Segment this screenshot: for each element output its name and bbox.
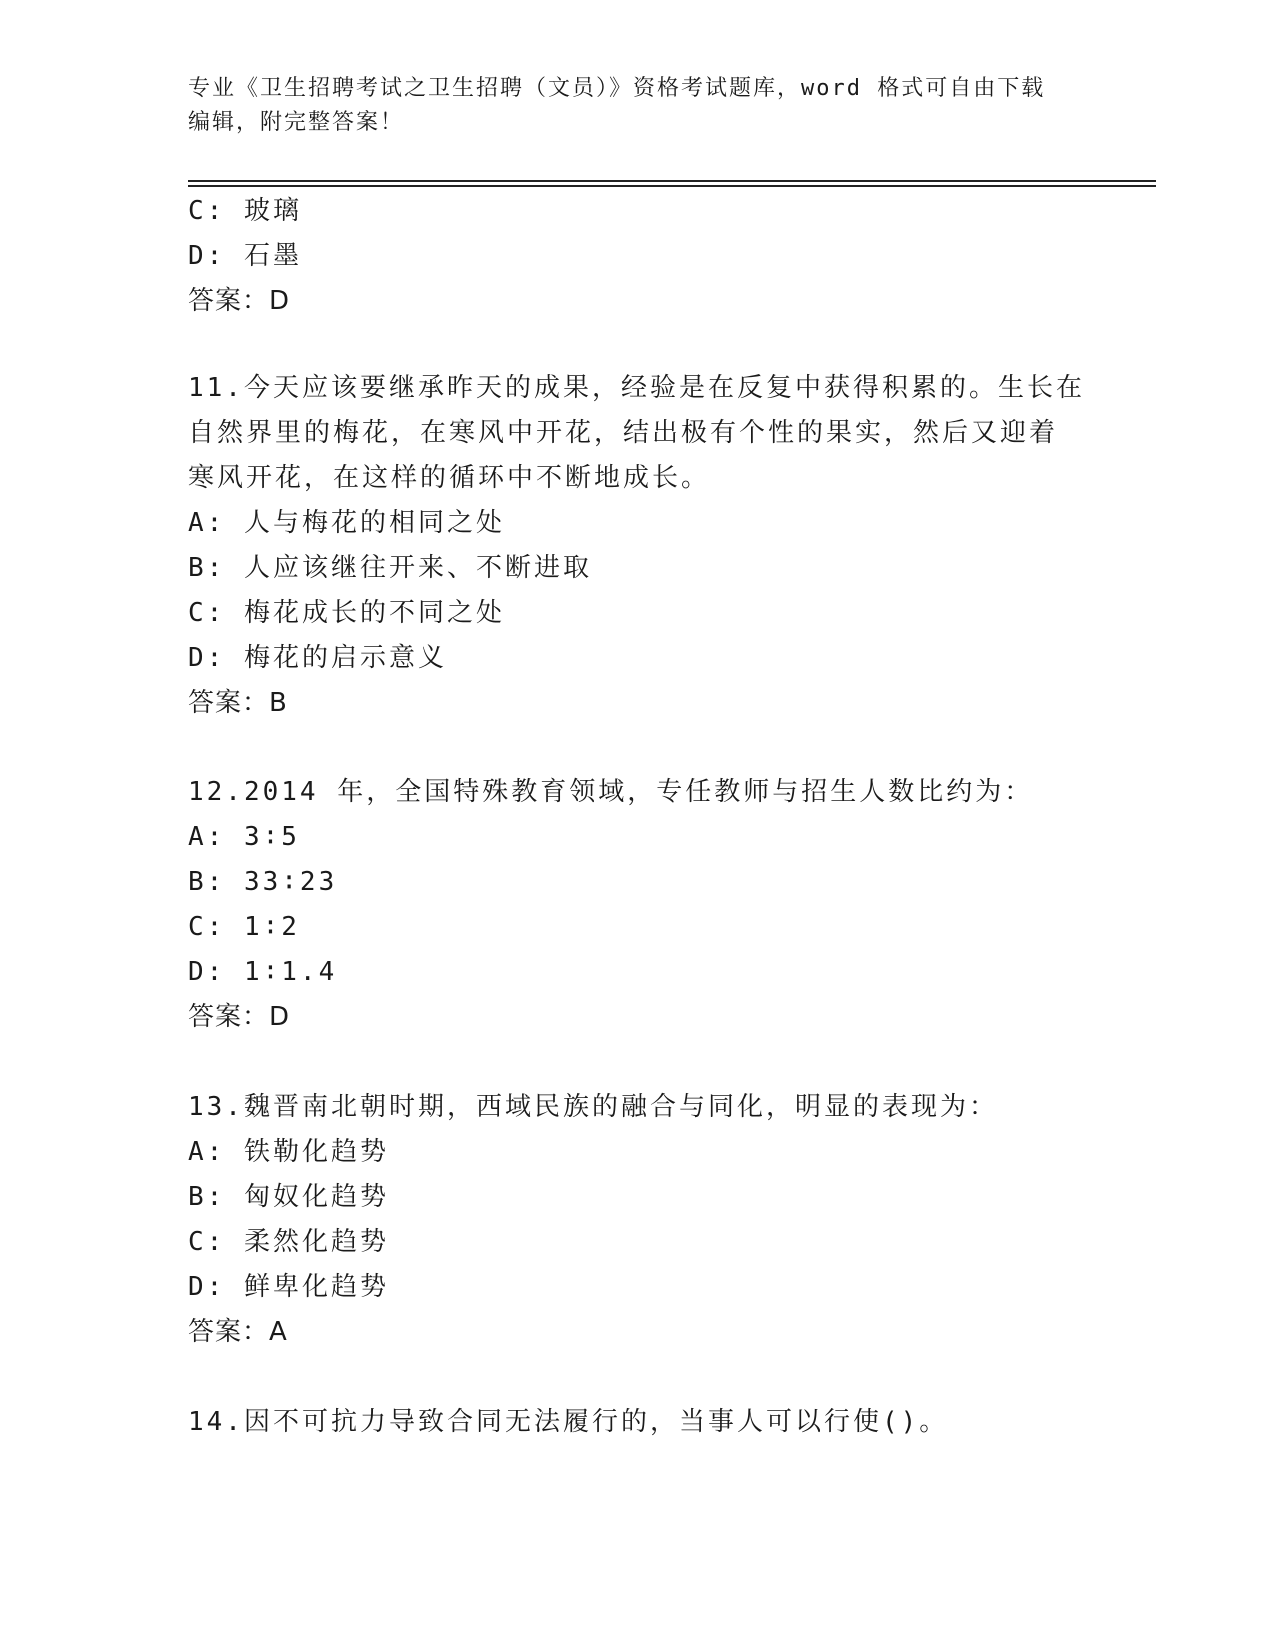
q10-option-c: C: 玻璃	[188, 196, 302, 226]
q13-option-d: D: 鲜卑化趋势	[188, 1272, 389, 1302]
q12-answer: 答案：D	[188, 1002, 291, 1032]
q10-answer: 答案：D	[188, 286, 291, 316]
q13-option-b: B: 匈奴化趋势	[188, 1182, 389, 1212]
q10-option-d: D: 石墨	[188, 241, 302, 271]
q13-stem: 13.魏晋南北朝时期，西域民族的融合与同化，明显的表现为：	[188, 1092, 998, 1122]
q13-option-a: A: 铁勒化趋势	[188, 1137, 389, 1167]
q11-stem-line-1: 11.今天应该要继承昨天的成果，经验是在反复中获得积累的。生长在	[188, 373, 1085, 403]
q11-option-a: A: 人与梅花的相同之处	[188, 508, 505, 538]
header-rule-top	[188, 180, 1156, 182]
q11-stem-line-3: 寒风开花，在这样的循环中不断地成长。	[188, 463, 711, 493]
q12-option-c: C: 1∶2	[188, 912, 300, 942]
q14-stem: 14.因不可抗力导致合同无法履行的，当事人可以行使()。	[188, 1407, 949, 1437]
q12-option-a: A: 3∶5	[188, 822, 300, 852]
q12-option-d: D: 1∶1.4	[188, 957, 338, 987]
document-header	[188, 72, 1088, 140]
header-rule-bottom	[188, 185, 1156, 187]
header-line-2: 编辑，附完整答案！	[188, 110, 405, 135]
q12-stem: 12.2014 年，全国特殊教育领域，专任教师与招生人数比约为：	[188, 777, 1034, 807]
q11-option-d: D: 梅花的启示意义	[188, 643, 447, 673]
q11-option-c: C: 梅花成长的不同之处	[188, 598, 505, 628]
q13-option-c: C: 柔然化趋势	[188, 1227, 389, 1257]
q11-stem-line-2: 自然界里的梅花，在寒风中开花，结出极有个性的果实，然后又迎着	[188, 418, 1059, 448]
header-line-1: 专业《卫生招聘考试之卫生招聘（文员）》资格考试题库，word 格式可自由下载	[188, 76, 1046, 101]
q12-option-b: B: 33∶23	[188, 867, 338, 897]
q13-answer: 答案：A	[188, 1317, 288, 1347]
q11-option-b: B: 人应该继往开来、不断进取	[188, 553, 592, 583]
q11-answer: 答案：B	[188, 688, 288, 718]
